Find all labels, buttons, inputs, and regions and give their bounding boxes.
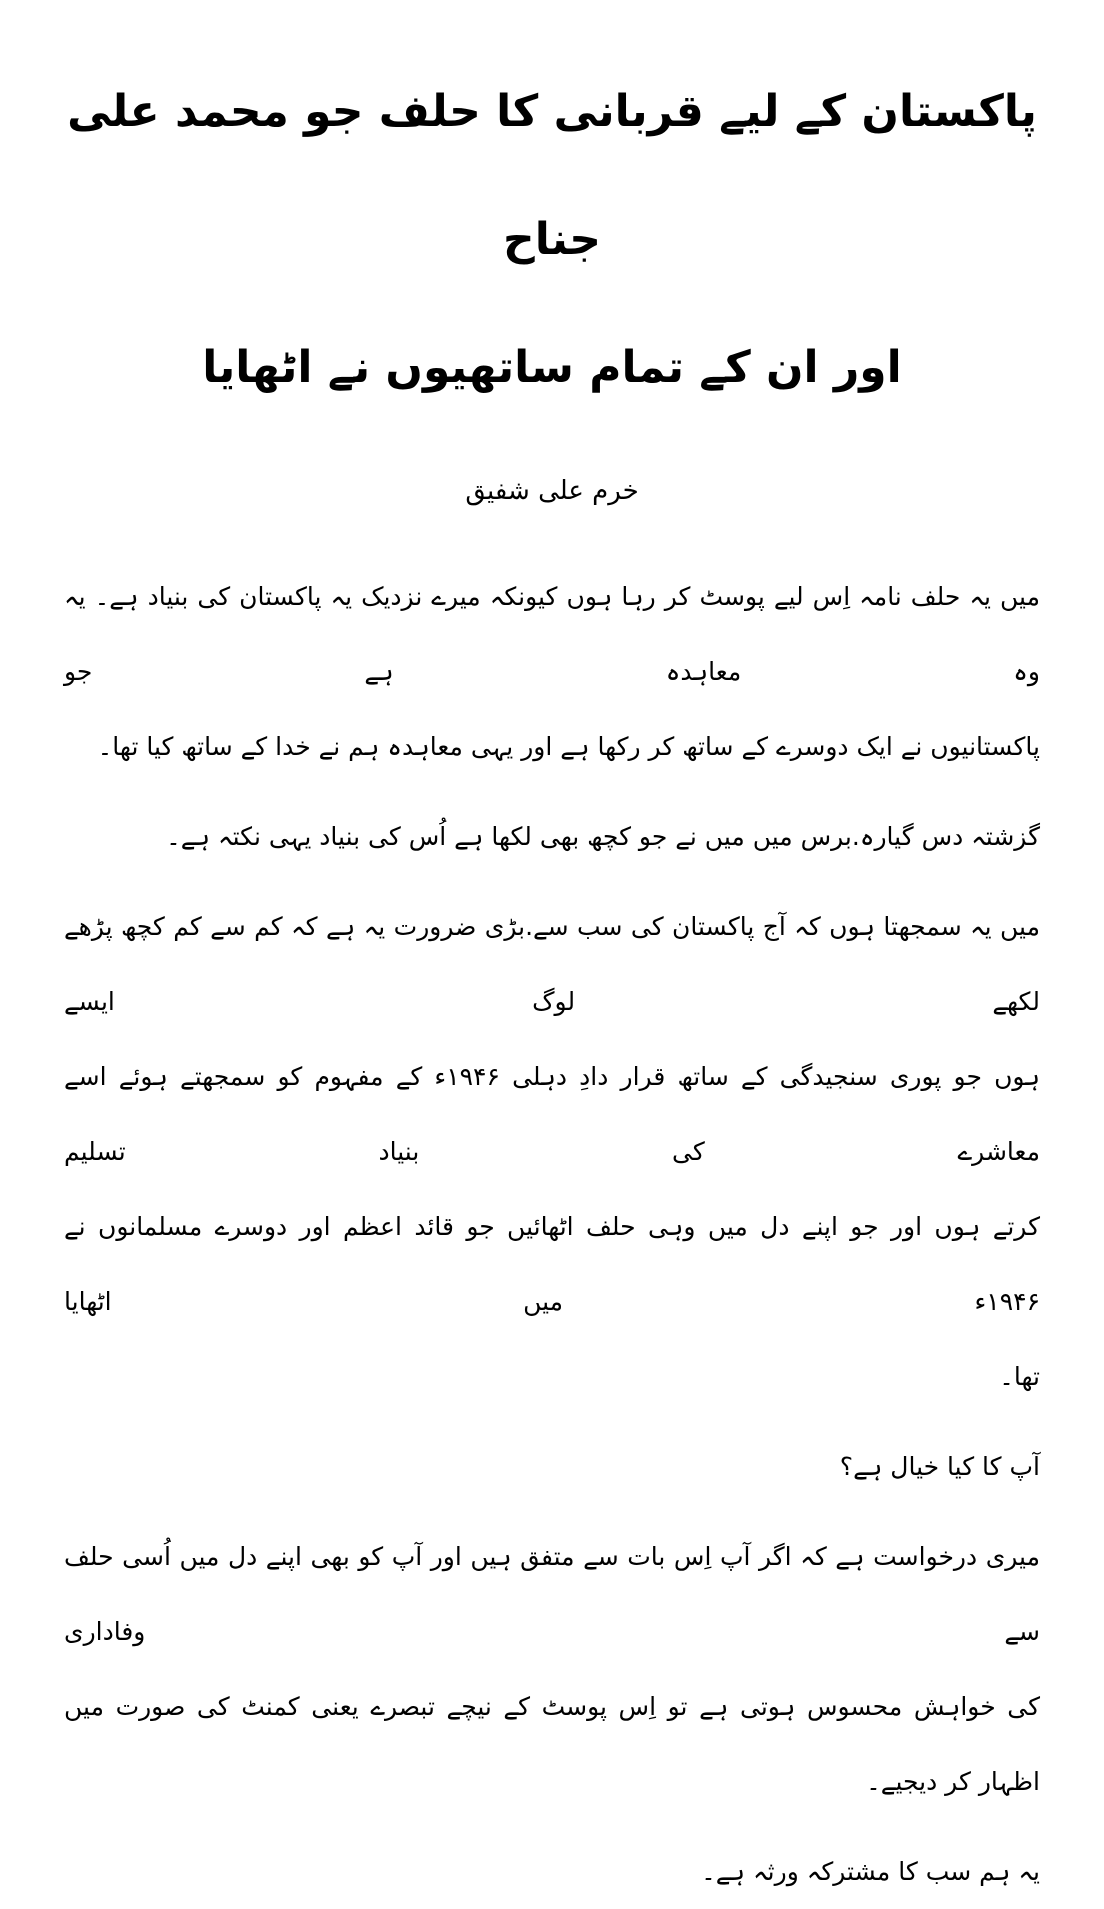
paragraph	[64, 799, 1040, 874]
text-line: ہوں جو پوری سنجیدگی کے ساتھ قرار دادِ دہلی ۱۹۴۶ء کے مفہوم کو سمجھتے ہوئے اسے معاشرے کی بنیاد تسلیم	[64, 1062, 1040, 1167]
text-line: کرتے ہوں اور جو اپنے دل میں وہی حلف اٹھائیں جو قائد اعظم اور دوسرے مسلمانوں نے ۱۹۴۶ء میں اٹھایا	[64, 1212, 1040, 1317]
text-line: میری درخواست ہے کہ اگر آپ اِس بات سے متفق ہیں اور آپ کو بھی اپنے دل میں اُسی حلف سے وفاداری	[64, 1542, 1040, 1647]
article-body	[64, 559, 1040, 1909]
text-line: میں یہ سمجھتا ہوں کہ آج پاکستان کی سب سے.بڑی ضرورت یہ ہے کہ کم سے کم کچھ پڑھے لکھے لوگ ایسے	[64, 912, 1040, 1017]
text-line: آپ کا کیا خیال ہے؟	[839, 1452, 1040, 1482]
text-line: پاکستانیوں نے ایک دوسرے کے ساتھ کر رکھا ہے اور یہی معاہدہ ہم نے خدا کے ساتھ کیا تھا۔	[97, 732, 1040, 762]
text-line: گزشتہ دس گیارہ.برس میں میں نے جو کچھ بھی لکھا ہے اُس کی بنیاد یہی نکتہ ہے۔	[166, 822, 1040, 852]
paragraph	[64, 559, 1040, 784]
text-line: تھا۔	[999, 1362, 1040, 1392]
paragraph	[64, 1834, 1040, 1909]
text-line: کی خواہش محسوس ہوتی ہے تو اِس پوسٹ کے نیچے تبصرے یعنی کمنٹ کی صورت میں اظہار کر دیجیے۔	[64, 1692, 1040, 1797]
paragraph	[64, 889, 1040, 1414]
paragraph	[64, 1519, 1040, 1819]
text-line: یہ ہم سب کا مشترکہ ورثہ ہے۔	[701, 1857, 1040, 1887]
title-line-1: پاکستان کے لیے قربانی کا حلف جو محمد علی جناح	[67, 86, 1037, 265]
text-line: میں یہ حلف نامہ اِس لیے پوسٹ کر رہا ہوں کیونکہ میرے نزدیک یہ پاکستان کی بنیاد ہے۔ یہ وہ معاہدہ ہے جو	[64, 582, 1040, 687]
document-page	[0, 48, 1104, 1887]
paragraph	[64, 1429, 1040, 1504]
title-line-2: اور ان کے تمام ساتھیوں نے اٹھایا	[202, 342, 902, 393]
page-title	[64, 48, 1040, 432]
author-byline: خرم علی شفیق	[465, 476, 639, 507]
